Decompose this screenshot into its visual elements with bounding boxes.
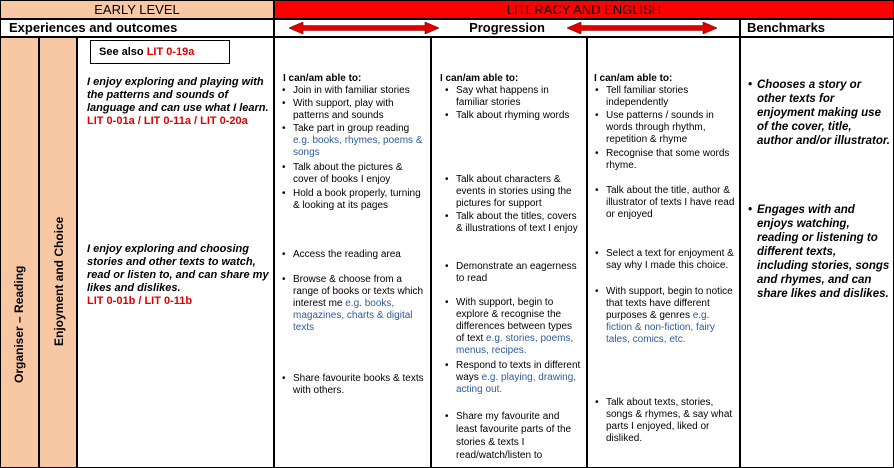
experience-codes: LIT 0-01b / LIT 0-11b [87, 295, 193, 307]
progression-lead: I can/am able to: [594, 73, 673, 84]
experience-text: I enjoy exploring and playing with the patterns and sounds of language and can use what I learn. [87, 76, 269, 114]
experience-text: I enjoy exploring and choosing stories and other texts to watch, read or listen to, and can share my likes and dislikes. [87, 243, 269, 294]
list-item: • Say what happens in familiar stories [443, 85, 583, 109]
enjoyment-column [39, 37, 77, 468]
benchmark-text: Chooses a story or other texts for enjoyment making use of the cover, title, author and/or illustrator. [757, 79, 890, 147]
see-also-box [90, 40, 230, 64]
experience-codes: LIT 0-01a / LIT 0-11a / LIT 0-20a [87, 115, 248, 127]
list-item: • With support, play with patterns and sounds [280, 98, 428, 122]
list-item: • Demonstrate an eagerness to read [443, 261, 583, 285]
organiser-label: Organiser – Reading [12, 265, 26, 383]
list-item: • Share favourite books & texts with others. [280, 373, 428, 397]
list-item: • Share my favourite and least favourite parts of the stories & texts I read/watch/listen to [443, 410, 583, 462]
list-item: • Talk about texts, stories, songs & rhymes, & say what parts I enjoyed, liked or disliked. [593, 397, 737, 445]
right-arrow-icon [567, 22, 717, 34]
enjoyment-label: Enjoyment and Choice [52, 216, 66, 346]
list-item: • Talk about characters & events in stories using the pictures for support [443, 174, 583, 210]
benchmarks-header: Benchmarks [740, 19, 894, 37]
list-item: • Browse & choose from a range of books or texts which interest me e.g. books, magazines, charts & digital texts [280, 274, 428, 334]
progression-label: Progression [469, 20, 545, 35]
list-item: • Access the reading area [280, 249, 428, 261]
experience-statement [87, 243, 269, 308]
organiser-column [0, 37, 39, 468]
list-item: • With support, begin to explore & recognise the differences between types of text e.g. stories, poems, menus, recipes. [443, 297, 583, 357]
benchmark-item [748, 203, 890, 301]
progression-lead: I can/am able to: [440, 73, 519, 84]
list-item: • Talk about rhyming words [443, 110, 583, 122]
literacy-header: LITERACY AND ENGLISH [274, 0, 894, 19]
list-item: • Talk about the titles, covers & illustrations of text I enjoy [443, 211, 583, 235]
bullet-icon: • [748, 79, 753, 91]
list-item: • Select a text for enjoyment & say why I made this choice. [593, 248, 737, 272]
list-item: • Talk about the title, author & illustrator of texts I have read or enjoyed [593, 185, 737, 221]
benchmark-text: Engages with and enjoys watching, reading or listening to different texts, including stories, songs and rhymes, and can share likes and dislikes. [757, 204, 890, 300]
experience-statement [87, 76, 269, 128]
experiences-header: Experiences and outcomes [0, 19, 274, 37]
list-item: • Talk about the pictures & cover of books I enjoy [280, 162, 428, 186]
progression-header [274, 19, 740, 37]
list-item: • Take part in group reading e.g. books, rhymes, poems & songs [280, 123, 428, 159]
list-item: • With support, begin to notice that texts have different purposes & genres e.g. fiction & non-fiction, fairy tales, comics, etc. [593, 286, 737, 346]
early-level-header: EARLY LEVEL [0, 0, 274, 19]
list-item: • Use patterns / sounds in words through rhythm, repetition & rhyme [593, 110, 737, 146]
see-also-prefix: See also [99, 46, 147, 58]
list-item: • Respond to texts in different ways e.g. playing, drawing, acting out. [443, 360, 583, 396]
list-item: • Hold a book properly, turning & looking at its pages [280, 188, 428, 212]
list-item: • Recognise that some words rhyme. [593, 148, 737, 172]
list-item: • Join in with familiar stories [280, 85, 428, 97]
see-also-code: LIT 0-19a [146, 46, 195, 58]
benchmark-item [748, 78, 890, 148]
progression-lead: I can/am able to: [283, 73, 362, 84]
list-item: • Tell familiar stories independently [593, 85, 737, 109]
bullet-icon: • [748, 204, 753, 216]
